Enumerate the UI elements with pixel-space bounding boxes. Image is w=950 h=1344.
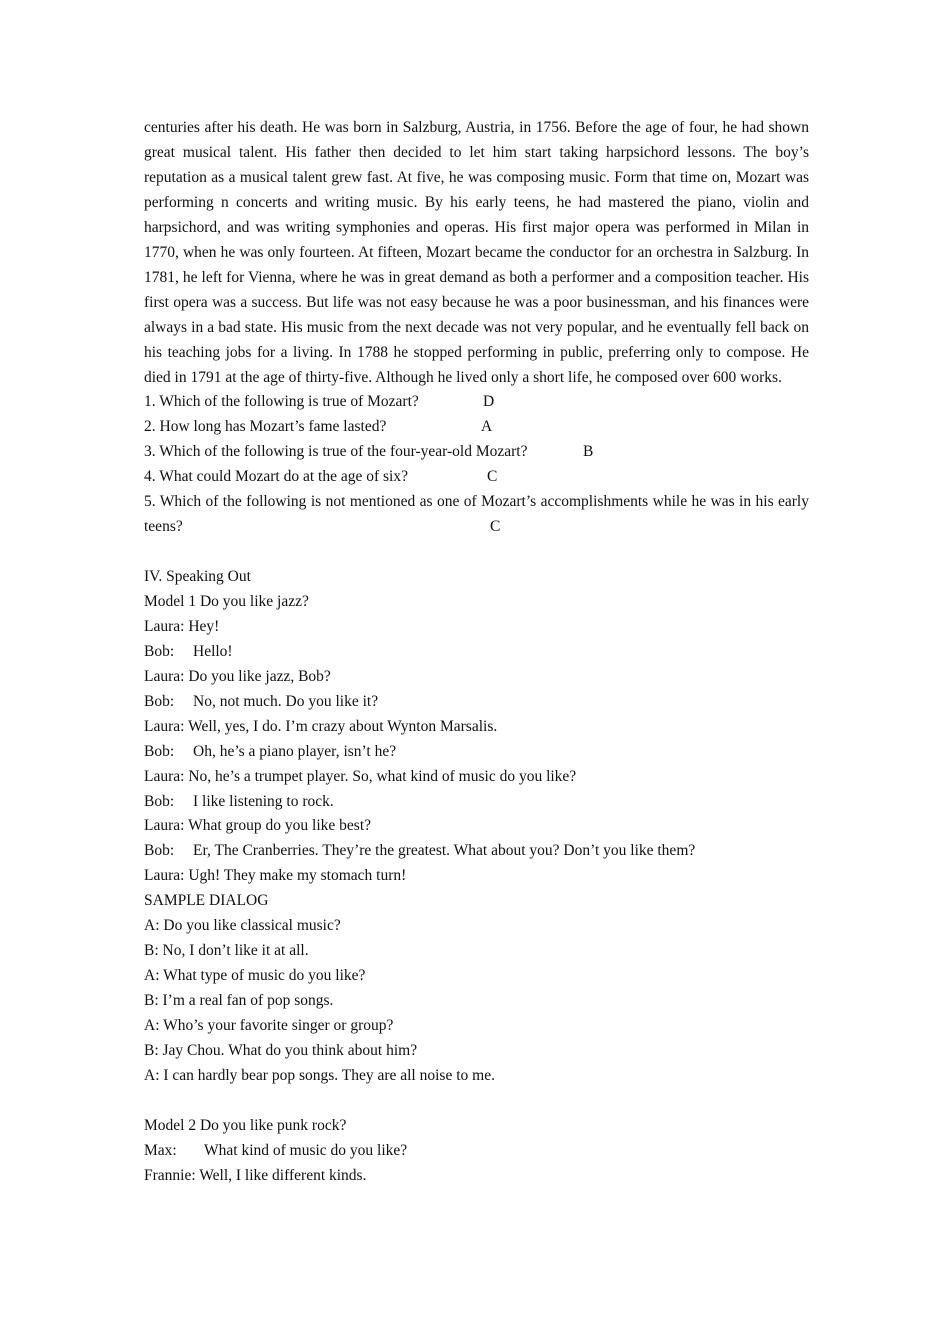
- speaker-label: Bob:: [144, 642, 175, 660]
- question-text: 2. How long has Mozart’s fame lasted?: [144, 418, 387, 436]
- question-1: [144, 390, 809, 415]
- dialog-text: Hey!: [188, 617, 220, 635]
- speaker-label: Bob:: [144, 692, 175, 710]
- speaker-label: Bob:: [144, 742, 175, 760]
- dialog-line: [144, 790, 809, 815]
- speaker-label: Laura:: [144, 767, 185, 785]
- speaker-label: Laura:: [144, 617, 185, 635]
- question-text: 5. Which of the following is not mentioned as one of Mozart’s accomplishments while he was in his early teens?: [144, 493, 809, 536]
- question-answer: A: [481, 418, 493, 436]
- sample-line: B: No, I don’t like it at all.: [144, 942, 309, 960]
- document-content: [144, 116, 809, 1189]
- dialog-line: [144, 640, 809, 665]
- dialog-line: [144, 1139, 809, 1164]
- sample-dialog-title: SAMPLE DIALOG: [144, 892, 269, 910]
- dialog-text: Well, I like different kinds.: [199, 1166, 367, 1184]
- question-answer: C: [490, 518, 501, 536]
- model-2-title: Model 2 Do you like punk rock?: [144, 1116, 347, 1134]
- question-2: [144, 415, 809, 440]
- question-3: [144, 440, 809, 465]
- dialog-text: Er, The Cranberries. They’re the greatest. What about you? Don’t you like them?: [193, 842, 696, 860]
- question-answer: B: [583, 443, 594, 461]
- speaker-label: Bob:: [144, 842, 175, 860]
- speaker-label: Laura:: [144, 667, 185, 685]
- question-text: 4. What could Mozart do at the age of six?: [144, 468, 408, 486]
- dialog-text: Ugh! They make my stomach turn!: [188, 867, 407, 885]
- speaker-label: Bob:: [144, 792, 175, 810]
- dialog-text: No, not much. Do you like it?: [193, 692, 379, 710]
- dialog-text: Well, yes, I do. I’m crazy about Wynton Marsalis.: [188, 717, 498, 735]
- sample-line: A: I can hardly bear pop songs. They are all noise to me.: [144, 1066, 495, 1084]
- sample-line: B: I’m a real fan of pop songs.: [144, 992, 334, 1010]
- dialog-text: Hello!: [193, 642, 233, 660]
- dialog-line: [144, 839, 809, 864]
- question-answer: D: [483, 393, 495, 411]
- sample-line: B: Jay Chou. What do you think about him?: [144, 1041, 418, 1059]
- dialog-text: Do you like jazz, Bob?: [188, 667, 331, 685]
- speaker-label: Laura:: [144, 867, 185, 885]
- speaker-label: Laura:: [144, 817, 185, 835]
- dialog-line: [144, 690, 809, 715]
- dialog-line: [144, 814, 809, 839]
- mozart-passage: centuries after his death. He was born in Salzburg, Austria, in 1756. Before the age of four, he had shown great musical talent. His father then decided to let him start taking harpsichord lessons. The boy’s reputation as a musical talent grew fast. At five, he was composing music. Form that time on, Mozart was performing n concerts and writing music. By his early teens, he had mastered the piano, violin and harpsichord, and was writing symphonies and operas. His first major opera was performed in Milan in 1770, when he was only fourteen. At fifteen, Mozart became the conductor for an orchestra in Salzburg. In 1781, he left for Vienna, where he was in great demand as both a performer and a composition teacher. His first opera was a success. But life was not easy because he was a poor businessman, and his finances were always in a bad state. His music from the next decade was not very popular, and he eventually fell back on his teaching jobs for a living. In 1788 he stopped performing in public, preferring only to compose. He died in 1791 at the age of thirty-five. Although he lived only a short life, he composed over 600 works.: [144, 119, 809, 386]
- model-1-title: Model 1 Do you like jazz?: [144, 593, 309, 611]
- question-5: [144, 490, 809, 540]
- dialog-line: [144, 864, 809, 889]
- dialog-line: [144, 765, 809, 790]
- question-4: [144, 465, 809, 490]
- dialog-text: Oh, he’s a piano player, isn’t he?: [193, 742, 397, 760]
- dialog-line: [144, 740, 809, 765]
- speaker-label: Laura:: [144, 717, 185, 735]
- dialog-line: [144, 615, 809, 640]
- dialog-line: [144, 715, 809, 740]
- question-text: 1. Which of the following is true of Mozart?: [144, 393, 419, 411]
- spacer: [144, 540, 809, 565]
- question-answer: C: [487, 468, 498, 486]
- spacer: [144, 1089, 809, 1114]
- speaker-label: Max:: [144, 1141, 177, 1159]
- dialog-text: I like listening to rock.: [193, 792, 334, 810]
- dialog-text: No, he’s a trumpet player. So, what kind of music do you like?: [188, 767, 577, 785]
- question-text: 3. Which of the following is true of the four-year-old Mozart?: [144, 443, 528, 461]
- sample-line: A: What type of music do you like?: [144, 967, 366, 985]
- dialog-text: What group do you like best?: [188, 817, 372, 835]
- sample-line: A: Who’s your favorite singer or group?: [144, 1016, 394, 1034]
- dialog-text: What kind of music do you like?: [204, 1141, 408, 1159]
- dialog-line: [144, 665, 809, 690]
- dialog-line: [144, 1164, 809, 1189]
- sample-line: A: Do you like classical music?: [144, 917, 341, 935]
- speaker-label: Frannie:: [144, 1166, 196, 1184]
- section-title: IV. Speaking Out: [144, 568, 251, 586]
